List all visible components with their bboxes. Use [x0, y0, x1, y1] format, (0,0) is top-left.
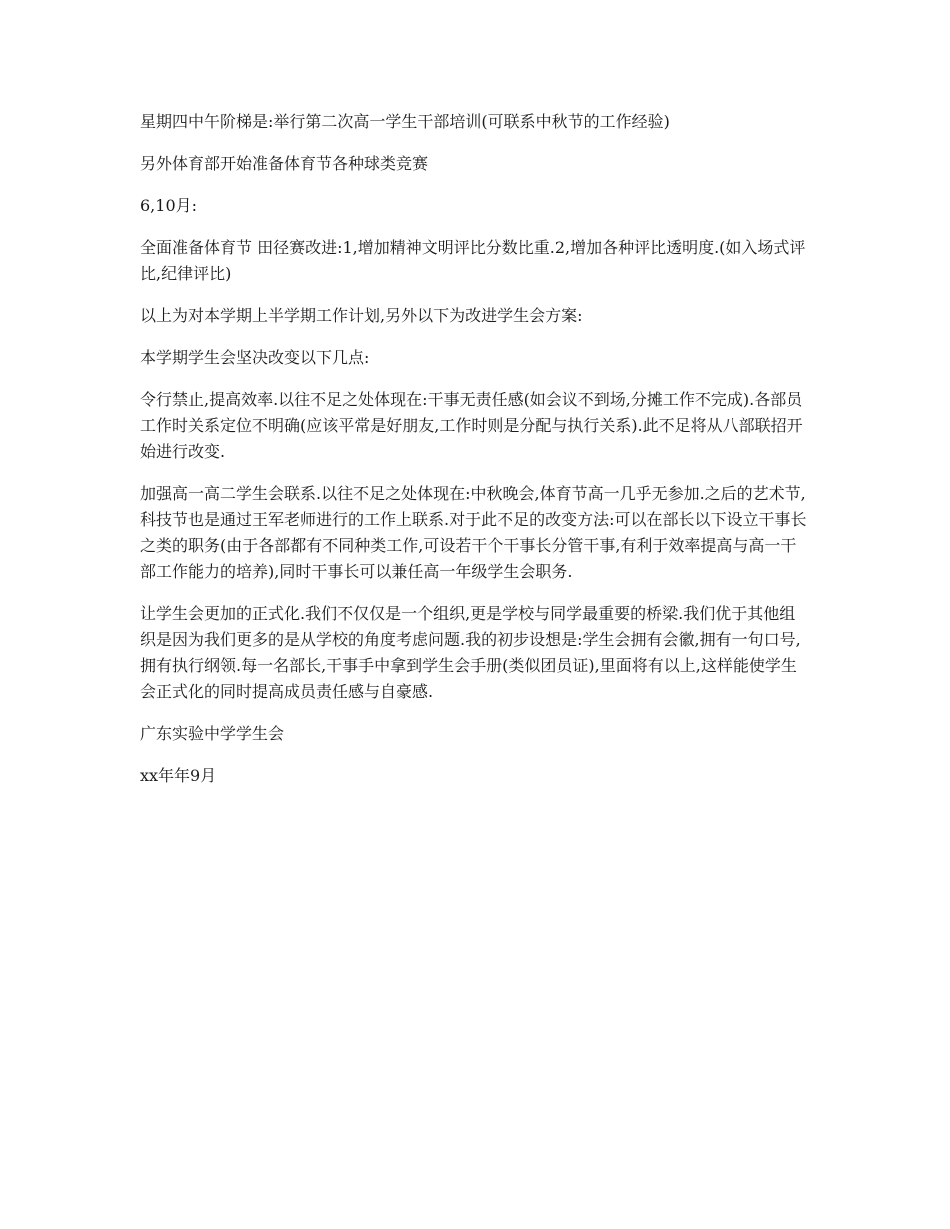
paragraph-thursday-training: 星期四中午阶梯是:举行第二次高一学生干部培训(可联系中秋节的工作经验)	[140, 112, 670, 131]
signature-organization: 广东实验中学学生会	[140, 724, 285, 743]
paragraph-sports-festival-prep: 全面准备体育节 田径赛改进:1,增加精神文明评比分数比重.2,增加各种评比透明度.(如入场式评比,纪律评比)	[140, 238, 806, 283]
paragraph-formalization: 让学生会更加的正式化.我们不仅仅是一个组织,更是学校与同学最重要的桥梁.我们优于其他组织是因为我们更多的是从学校的角度考虑问题.我的初步设想是:学生会拥有会徽,拥有一句口号,拥有执行纲领.每一名部长,干事手中拿到学生会手册(类似团员证),里面将有以上,这样能使学生会正式化的同时提高成员责任感与自豪感.	[140, 604, 801, 701]
paragraph-plan-summary: 以上为对本学期上半学期工作计划,另外以下为改进学生会方案:	[140, 306, 583, 325]
signature-date: xx年年9月	[140, 766, 217, 785]
document-body	[140, 109, 810, 805]
paragraph-sports-competition: 另外体育部开始准备体育节各种球类竞赛	[140, 154, 429, 173]
paragraph-month-heading: 6,10月:	[140, 196, 198, 215]
paragraph-changes-intro: 本学期学生会坚决改变以下几点:	[140, 348, 370, 367]
paragraph-efficiency: 令行禁止,提高效率.以往不足之处体现在:干事无责任感(如会议不到场,分摊工作不完成).各部员工作时关系定位不明确(应该平常是好朋友,工作时则是分配与执行关系).此不足将从八部联招开始进行改变.	[140, 390, 803, 461]
paragraph-grade-connection: 加强高一高二学生会联系.以往不足之处体现在:中秋晚会,体育节高一几乎无参加.之后的艺术节,科技节也是通过王军老师进行的工作上联系.对于此不足的改变方法:可以在部长以下设立干事长之类的职务(由于各部都有不同种类工作,可设若干个干事长分管干事,有利于效率提高与高一干部工作能力的培养),同时干事长可以兼任高一年级学生会职务.	[140, 484, 807, 581]
